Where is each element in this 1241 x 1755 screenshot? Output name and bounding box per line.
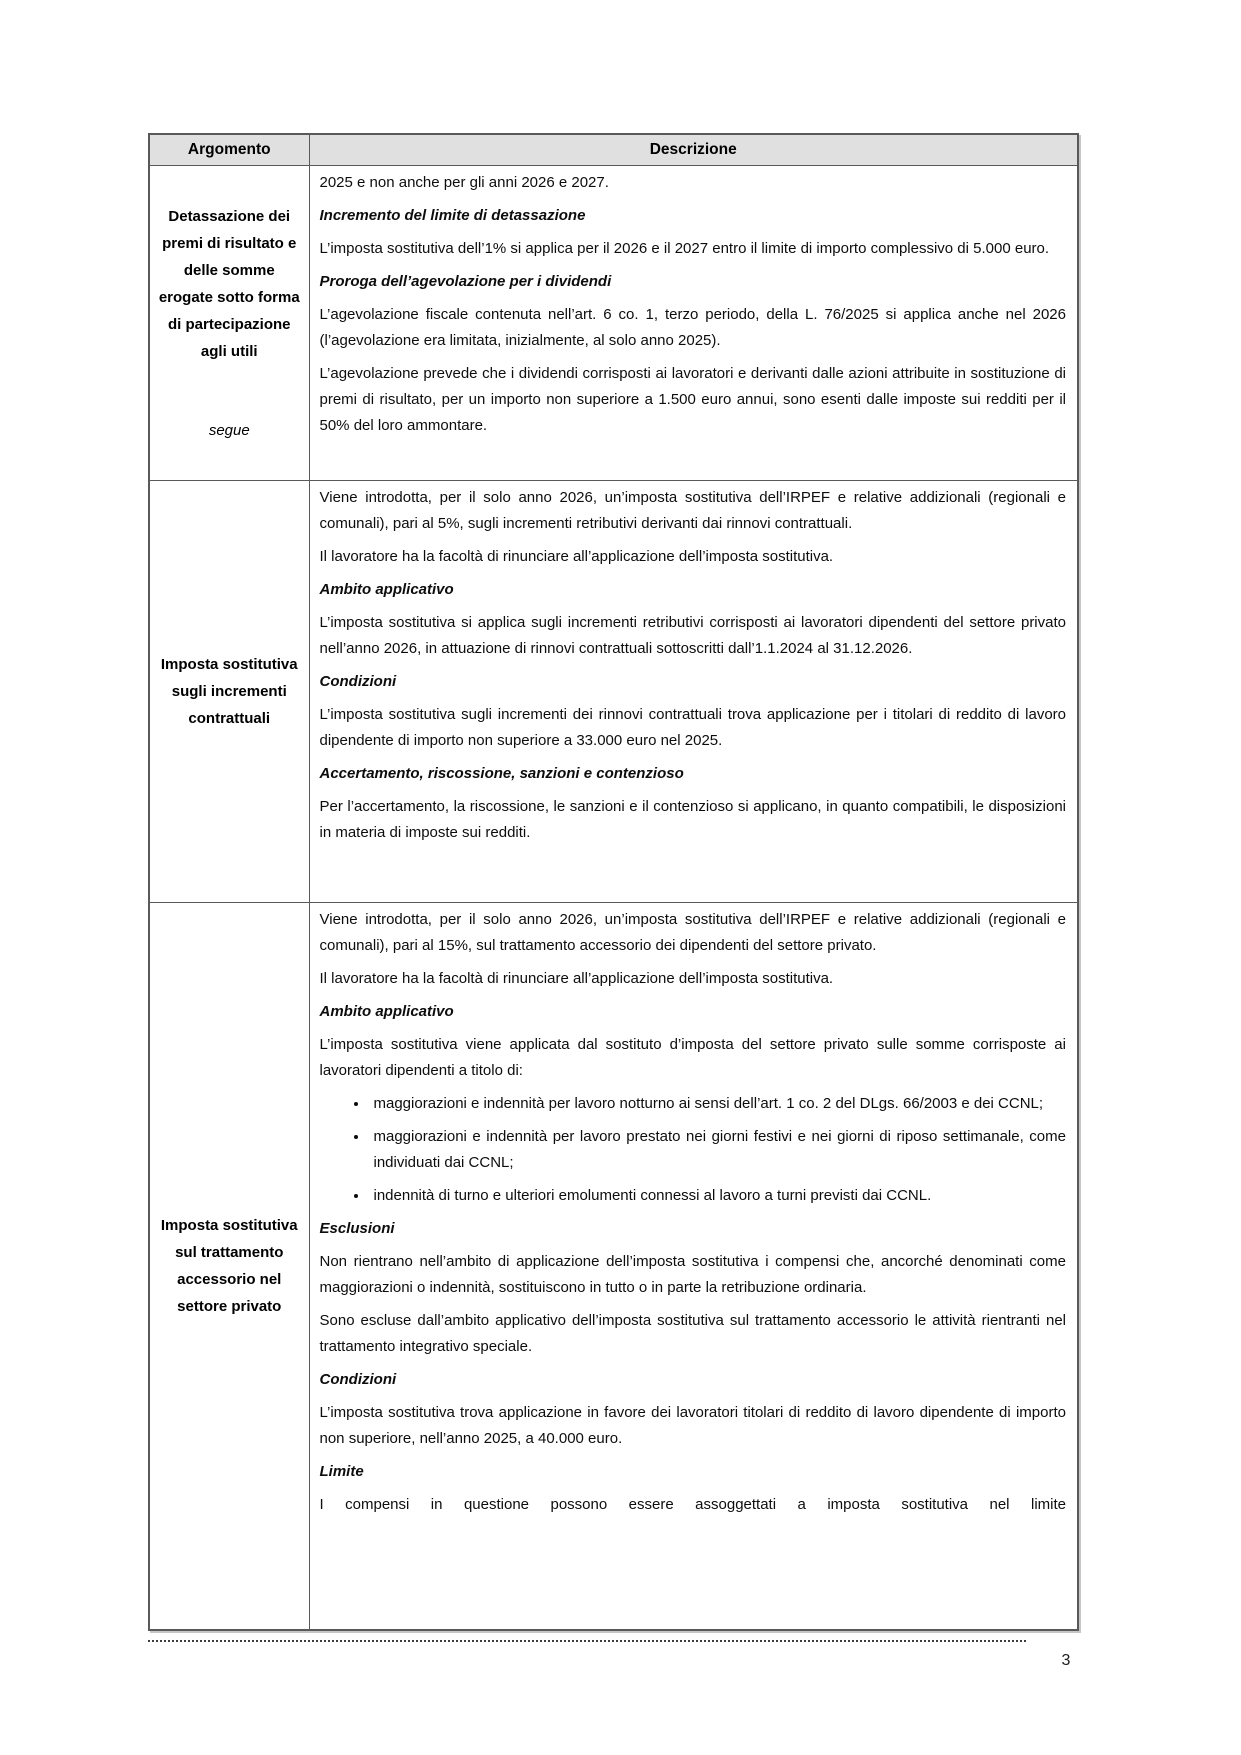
description-cell <box>309 481 1078 903</box>
bullet-item: • maggiorazioni e indennità per lavoro prestato nei giorni festivi e nei giorni di riposo settimanale, come individuati dai CCNL; <box>369 1124 1067 1176</box>
description-paragraph: Viene introdotta, per il solo anno 2026, un’imposta sostitutiva dell’IRPEF e relative addizionali (regionali e comunali), pari al 15%, sul trattamento accessorio dei dipendenti del settore privato. <box>319 911 1066 954</box>
page-number: 3 <box>1061 1652 1071 1669</box>
topic-note-segue: segue <box>208 421 250 439</box>
description-paragraph: L’agevolazione prevede che i dividendi corrisposti ai lavoratori e derivanti dalle azioni attribuite in sostituzione di premi di risultato, per un importo non superiore a 1.500 euro annui, sono esenti dalle imposte sui redditi per il 50% del loro ammontare. <box>319 365 1066 434</box>
table-row-imposta-incrementi-contrattuali <box>149 481 1078 903</box>
topic-table <box>148 133 1079 1631</box>
description-paragraph: L’imposta sostitutiva sugli incrementi dei rinnovi contrattuali trova applicazione per i titolari di reddito di lavoro dipendente di importo non superiore a 33.000 euro nel 2025. <box>319 706 1066 749</box>
description-paragraph: L’imposta sostitutiva viene applicata dal sostituto d’imposta del settore privato sulle somme corrisposte ai lavoratori dipendenti a titolo di: <box>319 1036 1066 1079</box>
description-cell <box>309 903 1078 1630</box>
column-header-descrizione: Descrizione <box>309 134 1078 166</box>
table-row-imposta-trattamento-accessorio <box>149 903 1078 1630</box>
description-heading: Condizioni <box>319 673 397 690</box>
table-row-detassazione-premi <box>149 166 1078 481</box>
description-bullet-list <box>320 1091 1067 1209</box>
description-paragraph: L’agevolazione fiscale contenuta nell’art. 6 co. 1, terzo periodo, della L. 76/2025 si applica anche nel 2026 (l’agevolazione era limitata, inizialmente, al solo anno 2025). <box>319 306 1066 349</box>
description-heading: Ambito applicativo <box>319 581 454 598</box>
bullet-item: • indennità di turno e ulteriori emolumenti connessi al lavoro a turni previsti dai CCNL. <box>369 1183 1067 1209</box>
topic-label: Detassazione dei premi di risultato e delle somme erogate sotto forma di partecipazione agli utili <box>158 207 300 360</box>
description-paragraph: Il lavoratore ha la facoltà di rinunciare all’applicazione dell’imposta sostitutiva. <box>319 970 834 987</box>
description-paragraph: L’imposta sostitutiva dell’1% si applica per il 2026 e il 2027 entro il limite di importo complessivo di 5.000 euro. <box>319 240 1050 257</box>
topic-cell <box>149 166 309 481</box>
description-heading: Esclusioni <box>319 1220 395 1237</box>
description-paragraph: L’imposta sostitutiva si applica sugli incrementi retributivi corrisposti ai lavoratori dipendenti del settore privato nell’anno 2026, in attuazione di rinnovi contrattuali sottoscritti dall’1.1.2024 al 31.12.2026. <box>319 614 1066 657</box>
description-paragraph: 2025 e non anche per gli anni 2026 e 2027. <box>319 174 609 191</box>
description-paragraph-truncated: I compensi in questione possono essere assoggettati a imposta sostitutiva nel limite <box>319 1496 1066 1513</box>
bullet-item: • maggiorazioni e indennità per lavoro notturno ai sensi dell’art. 1 co. 2 del DLgs. 66/2003 e dei CCNL; <box>369 1091 1067 1117</box>
description-heading: Accertamento, riscossione, sanzioni e contenzioso <box>319 765 684 782</box>
topic-label: Imposta sostitutiva sugli incrementi contrattuali <box>160 656 298 727</box>
topic-cell <box>149 481 309 903</box>
column-header-argomento: Argomento <box>149 134 309 166</box>
topic-label: Imposta sostitutiva sul trattamento accessorio nel settore privato <box>160 1216 298 1315</box>
topic-cell <box>149 903 309 1630</box>
description-heading: Proroga dell’agevolazione per i dividendi <box>319 273 612 290</box>
description-heading: Condizioni <box>319 1371 397 1388</box>
description-paragraph: L’imposta sostitutiva trova applicazione in favore dei lavoratori titolari di reddito di lavoro dipendente di importo non superiore, nell’anno 2025, a 40.000 euro. <box>319 1404 1066 1447</box>
description-paragraph: Per l’accertamento, la riscossione, le sanzioni e il contenzioso si applicano, in quanto compatibili, le disposizioni in materia di imposte sui redditi. <box>319 798 1066 841</box>
footer-dotted-separator <box>148 1640 1026 1642</box>
description-cell <box>309 166 1078 481</box>
description-heading: Ambito applicativo <box>319 1003 454 1020</box>
description-paragraph: Il lavoratore ha la facoltà di rinunciare all’applicazione dell’imposta sostitutiva. <box>319 548 834 565</box>
description-paragraph: Non rientrano nell’ambito di applicazione dell’imposta sostitutiva i compensi che, ancorché denominati come maggiorazioni o indennità, sostituiscono in tutto o in parte la retribuzione ordinaria. <box>319 1253 1066 1296</box>
description-paragraph: Viene introdotta, per il solo anno 2026, un’imposta sostitutiva dell’IRPEF e relative addizionali (regionali e comunali), pari al 5%, sugli incrementi retributivi derivanti dai rinnovi contrattuali. <box>319 489 1066 532</box>
table-header-row <box>149 134 1078 166</box>
description-paragraph: Sono escluse dall’ambito applicativo dell’imposta sostitutiva sul trattamento accessorio le attività rientranti nel trattamento integrativo speciale. <box>319 1312 1066 1355</box>
description-heading: Limite <box>319 1463 364 1480</box>
description-heading: Incremento del limite di detassazione <box>319 207 586 224</box>
